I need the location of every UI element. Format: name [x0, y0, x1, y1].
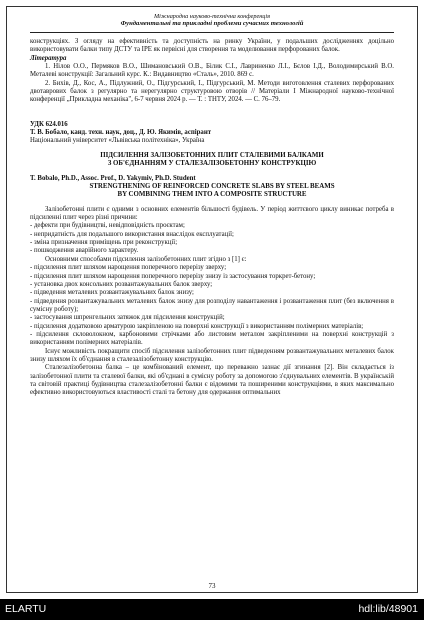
method-item: - підведення металевих розвантажувальних балок знизу; — [30, 289, 194, 297]
article-body — [30, 38, 394, 398]
references-title: Література — [30, 54, 67, 62]
conference-section: Фундаментальні та прикладні проблеми сучасних технологій — [120, 20, 304, 27]
references-list — [30, 63, 394, 105]
udk-code: УДК 624.016 — [30, 120, 68, 128]
title-ua-line-2: З ОБ'ЄДНАННЯМ У СТАЛЕЗАЛІЗОБЕТОННУ КОНСТРУКЦІЮ — [107, 160, 317, 168]
spacer — [30, 105, 394, 121]
footer-bar — [0, 599, 424, 620]
title-en-line-1: STRENGTHENING OF REINFORCED CONCRETE SLABS BY STEEL BEAMS — [89, 182, 335, 190]
footer-handle: hdl:lib/48901 — [358, 603, 418, 615]
header-rule — [30, 32, 394, 33]
method-item: - установка двох консольних розвантажувальних балок зверху; — [30, 280, 213, 288]
reference-item: 2. Бихів, Д., Кос, А., Підлужний, О., Підгурський, І., Підгурський, М. Методи виготовлення сталевих перфорованих двотаврових балок з регулярно та нерегулярно структуровою отворів // Матеріали I Міжнародної науково-технічної конференції „Прикладна механіка", 6-7 червня 2024 р. — Т. : ТНТУ, 2024. — С. 76–79. — [30, 79, 394, 104]
method-item: - підсилення плит шляхом нарощення поперечного перерізу зверху; — [30, 264, 227, 272]
method-item: - застосування шпренгельних затяжок для підсилення конструкцій; — [30, 314, 225, 322]
title-en — [30, 183, 394, 200]
reason-item: - зміна призначення приміщень при реконструкції; — [30, 239, 178, 247]
paragraph-4: Сталезалізобетонна балка – це комбінований елемент, що переважно зазнає дії згинання [2]. Він складається із залізобетонної плити та сталевої балки, які об'єднані в сумісну роботу за допомогою з'єднувальних елементів. В українській та світовій практиці будівництва сталезалізобетонні балки є відомими та поширеними конструкціями, в яких максимально ефективно використовуються властивості сталі та бетону для одержання оптимальних — [30, 364, 394, 397]
reason-item: - дефекти при будівництві, невідповідність проєктам; — [30, 222, 185, 230]
method-item: - підведення розвантажувальних металевих балок знизу для розподілу навантаження і розвантаження плит (без включення в сумісну роботу); — [30, 297, 394, 313]
reference-item: 1. Нілов О.О., Пермяков В.О., Шимановський О.В., Білик С.І., Лавриненко Л.І., Бєлов І.Д., Володимирський В.О. Металеві конструкції: Загальний курс. К.: Видавництво «Сталь», 2010. 869 с. — [30, 63, 394, 79]
title-ua — [30, 152, 394, 169]
reason-item: - пошкодження аварійного характеру. — [30, 247, 139, 255]
paragraph-3: Існує можливість покращити спосіб підсилення залізобетонних плит підведенням розвантажувальних металевих балок знизу шляхом їх об'єднання в сталезалізобетонну конструкцію. — [30, 347, 394, 363]
conference-name: Міжнародна науково-технічна конференція — [154, 13, 270, 20]
affiliation: Національний університет «Львівська політехніка», Україна — [30, 137, 205, 145]
method-item: - підсилення скловолокном, карбоновими стрічками або листовим металом закріпленими на поверхні конструкцій з використанням полімерних матеріалів. — [30, 330, 394, 347]
method-item: - підсилення додатковою арматурою закріпленою на поверхні конструкції з використанням полімерних матеріалів; — [30, 322, 364, 330]
footer-repository: ELARTU — [5, 603, 47, 615]
running-header — [30, 13, 394, 28]
authors-en: T. Bobalo, Ph.D., Assoc. Prof., D. Yakymiv, Ph.D. Student — [30, 174, 196, 182]
reason-item: - непридатність для подальшого використання внаслідок експлуатації; — [30, 230, 234, 238]
title-ua-line-1: ПІДСИЛЕННЯ ЗАЛІЗОБЕТОННИХ ПЛИТ СТАЛЕВИМИ БАЛКАМИ — [100, 151, 324, 159]
paragraph-2: Основними способами підсилення залізобетонних плит згідно з [1] є: — [45, 255, 247, 263]
method-item: - підсилення плит шляхом нарощення поперечного перерізу знизу із застосування торкрет-бетону; — [30, 272, 316, 280]
page-number: 73 — [208, 582, 216, 590]
title-en-line-2: BY COMBINING THEM INTO A COMPOSITE STRUCTURE — [117, 191, 307, 199]
authors-ua: Т. В. Бобало, канд. техн. наук, доц., Д. Ю. Якимів, аспірант — [30, 129, 212, 137]
intro-paragraph: конструкціях. З огляду на ефективність та доступність на ринку України, у подальших дослідженнях доцільно використовувати балки типу ДСТУ та IPE як первісні для створення та моделювання перфорованих балок. — [30, 38, 394, 54]
paragraph-1: Залізобетонні плити є одними з основних елементів більшості будівель. У період життєвого циклу виникає потреба в підсиленні плит через різні причини: — [30, 205, 394, 222]
